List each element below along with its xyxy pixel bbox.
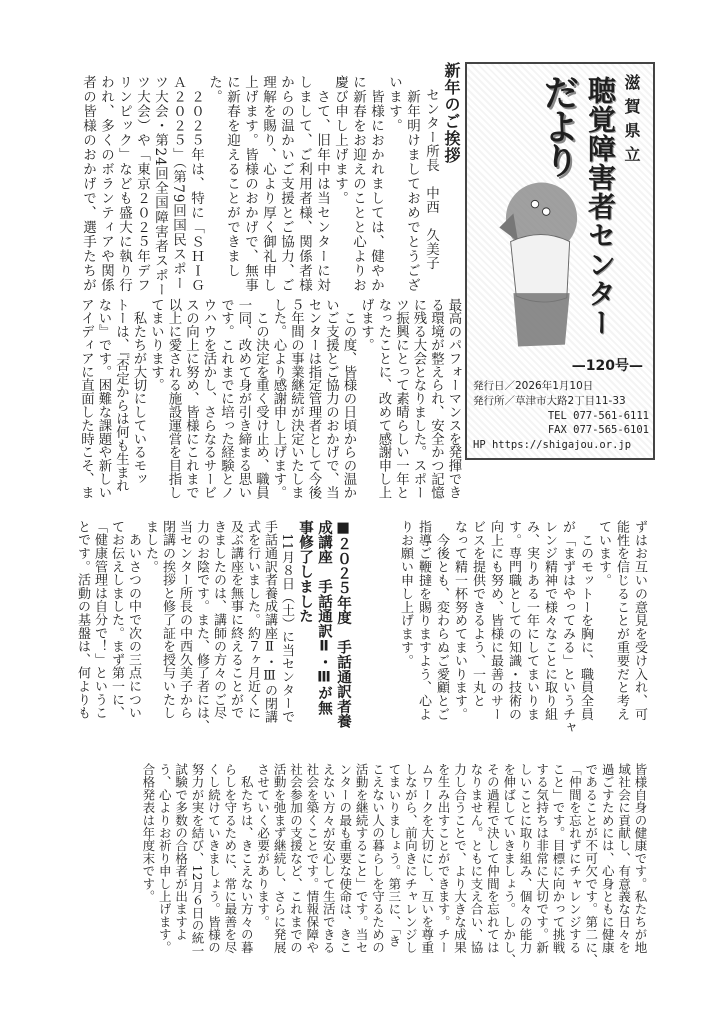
course-text-column: しながら、前向きにチャレンジし xyxy=(403,763,419,954)
course-text-column: あいさつの中で次の三点につい xyxy=(126,520,141,720)
issue-date: 発行日／2026年1月10日 xyxy=(473,380,594,392)
greeting-text-column: ずはお互いの意見を受け入れ、可 xyxy=(632,520,647,721)
prefecture-label: 滋賀県立 xyxy=(622,74,641,170)
issue-number: —120号— xyxy=(571,358,643,374)
greeting-text-column: 向上にも努め、皆様に最善のサー xyxy=(488,520,503,721)
greeting-text-column: 指導ご鞭撻を賜りますよう、心よ xyxy=(416,520,431,721)
greeting-text-column: に新春を迎えることができまし xyxy=(224,75,240,278)
course-text-column: えない方々が安心して生活できる xyxy=(321,763,337,954)
course-text-column: する気持ちは非常に大切です。新 xyxy=(534,763,550,954)
greeting-text-column: に新春をお迎えのことと心よりお xyxy=(350,75,366,293)
greeting-text-column: 慶び申し上げます。 xyxy=(332,75,348,206)
greeting-text-column: 者の皆様のおかげで、選手たちが xyxy=(80,75,96,293)
greeting-text-column: 今後とも、変わらぬご愛顧とご xyxy=(434,520,449,721)
mascot-illustration xyxy=(487,176,582,354)
course-text-column: 及ぶ講座を無事に終えることがで xyxy=(228,520,243,720)
greeting-text-column: 一同、改めて身が引き締まる思い xyxy=(236,298,251,499)
greeting-text-column: る環境が整えられ、安全かつ記憶 xyxy=(428,298,444,499)
course-text-column: ンターの最も重要な使命は、きこ xyxy=(337,763,353,954)
course-text-column: させていく必要があります。 xyxy=(255,763,271,929)
greeting-article-continued xyxy=(77,298,462,499)
course-text-column: ました。 xyxy=(143,520,158,574)
greeting-text-column: ツ大会・第24回全国障害者スポー xyxy=(152,75,168,298)
course-text-column: 力し合うことで、より大きな成果 xyxy=(452,763,468,954)
phone-number: TEL 077-561-6111 xyxy=(547,410,649,422)
course-text-column: こと」です。目標に向かって挑戦 xyxy=(550,763,566,954)
greeting-text-column: さて、旧年中は当センターに対 xyxy=(314,75,330,293)
greeting-text-column: われ、多くのボランティアや関係 xyxy=(98,75,114,293)
greeting-text-column: りお願い申し上げます。 xyxy=(398,520,413,668)
course-text-column: 域社会に貢献し、有意義な日々を xyxy=(616,763,632,954)
greeting-text-column: アイディアに直面した時こそ、ま xyxy=(78,298,94,499)
course-title-line: 成講座 手話通訳Ⅱ・Ⅲが無 xyxy=(316,520,332,716)
course-text-column: くし続けていきましょう。皆様の xyxy=(206,763,222,954)
course-text-column: しいことに取り組み、個々の能力 xyxy=(518,763,534,954)
course-text-column: その過程で決して仲間を忘れては xyxy=(485,763,501,954)
newsletter-title: 聴覚障害者センター xyxy=(584,76,617,337)
greeting-text-column: た。 xyxy=(206,75,222,104)
greeting-text-column: ５年間の事業継続が決定いたしま xyxy=(288,298,304,499)
greeting-text-column: に残る大会となりました。スポー xyxy=(411,298,426,499)
greeting-text-column: レンジ精神で様々なことに取り組 xyxy=(542,520,557,721)
course-text-column: こえない人の暮らしを守るための xyxy=(370,763,386,954)
greeting-text-column: 理解を賜り、心より厚く御礼申し xyxy=(260,75,276,293)
masthead xyxy=(465,62,655,460)
course-text-column: 合格発表は年度末です。 xyxy=(140,763,156,903)
course-text-column: 「健康管理は自分で！」というこ xyxy=(92,520,107,720)
course-text-column: 過ごすためには、心身ともに健康 xyxy=(600,763,616,954)
greeting-text-column: ウハウを活かし、さらなるサービ xyxy=(201,298,216,499)
greeting-text-column: センターは指定管理者として今後 xyxy=(306,298,321,499)
course-text-column: を生み出すことができます。チー xyxy=(436,763,452,954)
course-text-column: 試験で多数の合格者が出ますよ xyxy=(173,763,189,941)
course-text-column: 皆様自身の健康です。私たちが地 xyxy=(633,763,648,954)
greeting-text-column: 皆様におかれましては、健やか xyxy=(368,75,384,293)
greeting-text-column: ビスを提供できるよう、一丸と xyxy=(470,520,485,708)
course-text-column: らしを守るために、常に最善を尽 xyxy=(222,763,238,954)
fax-number: FAX 077-565-6101 xyxy=(547,424,649,436)
course-text-column: 手話通訳者養成講座Ⅱ・Ⅲの閉講 xyxy=(262,520,277,724)
greeting-text-column: しまして、ご利用者様、関係者様 xyxy=(296,75,312,293)
course-text-column: を伸ばしていきましょう。しかし、 xyxy=(501,763,517,967)
greeting-text-column: なって精一杯努めてまいります。 xyxy=(452,520,467,721)
greeting-text-column: 以上に愛される施設運営を目指し xyxy=(166,298,181,499)
greeting-text-column: み、実りある一年にしてまいりま xyxy=(524,520,539,721)
greeting-text-column: てまいります。 xyxy=(148,298,164,392)
course-text-column: う、心よりお祈り申し上げます。 xyxy=(157,763,173,954)
course-text-column: ムワークを大切にし、互いを尊重 xyxy=(419,763,435,954)
website-url[interactable]: HP https://shigajou.or.jp xyxy=(473,439,632,451)
course-text-column: であることが不可欠です。第二に、 xyxy=(583,763,599,967)
course-title-line: ■２０２５年度 手話通訳者養 xyxy=(335,520,351,729)
greeting-text-column: 能性を信じることが重要だと考え xyxy=(614,520,629,721)
greeting-author: センター所長 中西 久美子 xyxy=(423,88,439,270)
greeting-text-column: スの向上に努め、皆様にこれまで xyxy=(183,298,199,499)
greeting-text-column: した。心より感謝申し上げます。 xyxy=(271,298,286,499)
course-text-column: 社会参加の支援など、これまでの xyxy=(288,763,304,954)
greeting-text-column: げます。 xyxy=(358,298,374,352)
greeting-article xyxy=(79,62,462,297)
publisher-address: 発行所／草津市大路2丁目11-33 xyxy=(473,395,626,407)
greeting-text-column: 最高のパフォーマンスを発揮でき xyxy=(446,298,461,499)
course-text-column: 式を行いました。約７ヶ月近くに xyxy=(245,520,260,720)
course-text-column: 当センター所長の中西久美子から xyxy=(177,520,192,720)
course-title-line: 事修了しました xyxy=(297,520,313,624)
course-text-column: 「仲間を忘れずにチャレンジする xyxy=(567,763,583,954)
course-text-column: 力のお陰です。また、修了者には、 xyxy=(194,520,209,733)
greeting-text-column: 新年明けましておめでとうござ xyxy=(404,75,420,293)
course-text-column: 社会を築くことです。情報保障や xyxy=(304,763,320,954)
greeting-article-end xyxy=(396,520,648,734)
greeting-text-column: いご支援とご協力のおかげで、当 xyxy=(323,298,339,499)
greeting-text-column: この決定を重く受け止め、職員 xyxy=(253,298,269,499)
course-text-column: てお伝えしました。まず第一に、 xyxy=(109,520,124,720)
greeting-text-column: ２０２５年は、特に「ＳＨＩＧ xyxy=(188,75,204,293)
greeting-text-column: からの温かいご支援とご協力、ご xyxy=(278,75,294,293)
greeting-text-column: ています。 xyxy=(596,520,611,587)
greeting-text-column: この度、皆様の日頃からの温か xyxy=(341,298,356,499)
course-article xyxy=(74,520,352,733)
course-text-column: とです。活動の基盤は、何よりも xyxy=(75,520,90,720)
greeting-text-column: リンピック」なども盛大に執り行 xyxy=(116,75,132,293)
greeting-title: 新年のご挨拶 xyxy=(442,62,461,164)
course-text-column: なりません。ともに支え合い、協 xyxy=(468,763,484,954)
greeting-text-column: トーは、『否定からは何も生まれ xyxy=(113,298,129,493)
greeting-text-column: ツ大会）や「東京２０２５年デフ xyxy=(134,75,150,293)
greeting-text-column: ツ振興にとって素晴らしい一年と xyxy=(393,298,409,499)
greeting-text-column: が「まずはやってみる」というチャ xyxy=(560,520,575,735)
greeting-text-column: Ａ２０２５」（第79回国民スポー xyxy=(170,75,186,291)
course-text-column: 努力が実を結び、12月６日の統一 xyxy=(190,763,206,958)
newsletter-title-dayori: だより xyxy=(538,74,579,176)
greeting-text-column: 私たちが大切にしているモッ xyxy=(131,298,146,486)
course-text-column: 閉講の挨拶と修了証を授与いたし xyxy=(160,520,175,720)
greeting-text-column: なったことに、改めて感謝申し上 xyxy=(376,298,391,499)
greeting-text-column: ない』です。困難な課題や新しい xyxy=(96,298,111,499)
course-text-column: 私たちは、きこえない方々の暮 xyxy=(239,763,255,954)
greeting-text-column: 上げます。皆様のおかげで、無事 xyxy=(242,75,258,293)
greeting-text-column: です。これまでに培った経験とノ xyxy=(218,298,234,499)
greeting-text-column: このモットーを胸に、職員全員 xyxy=(578,520,593,721)
course-text-column: てまいりましょう。第三に、「き xyxy=(386,763,402,948)
course-text-column: きましたのは、講師の方々のご尽 xyxy=(211,520,226,720)
course-text-column: 11月８日（土）に当センターで xyxy=(279,520,294,724)
course-text-column: 活動を弛まず継続し、さらに発展 xyxy=(272,763,288,954)
course-text-column: 活動を継続すること」です。当セ xyxy=(354,763,370,954)
greeting-text-column: います。 xyxy=(386,75,402,133)
course-article-continued xyxy=(139,763,648,966)
greeting-text-column: す。専門職としての知識・技術の xyxy=(506,520,521,721)
